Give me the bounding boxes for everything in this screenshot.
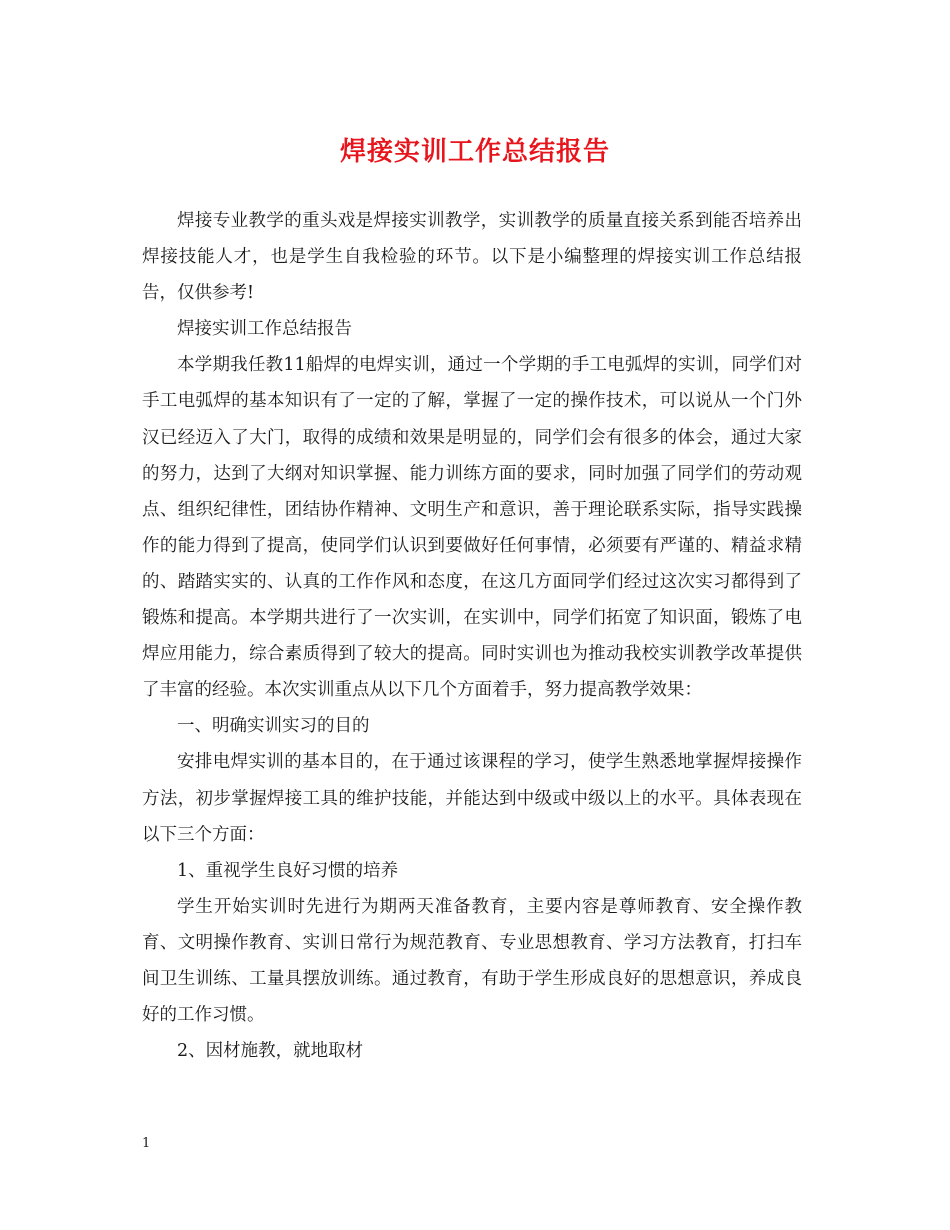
document-body <box>142 203 802 1069</box>
paragraph-habits: 学生开始实训时先进行为期两天准备教育，主要内容是尊师教育、安全操作教育、文明操作教育、实训日常行为规范教育、专业思想教育、学习方法教育，打扫车间卫生训练、工量具摆放训练。通过教育，有助于学生形成良好的思想意识，养成良好的工作习惯。 <box>142 896 802 1026</box>
section-heading-1: 一、明确实训实习的目的 <box>177 716 370 737</box>
document-title: 焊接实训工作总结报告 <box>339 137 610 167</box>
subsection-heading-1: 1、重视学生良好习惯的培养 <box>177 860 399 881</box>
page-number: 1 <box>142 1136 151 1151</box>
subsection-heading-2: 2、因材施教，就地取材 <box>177 1041 364 1062</box>
paragraph-intro: 焊接专业教学的重头戏是焊接实训教学，实训教学的质量直接关系到能否培养出焊接技能人才，也是学生自我检验的环节。以下是小编整理的焊接实训工作总结报告，仅供参考! <box>142 211 802 304</box>
paragraph-subtitle: 焊接实训工作总结报告 <box>177 319 352 340</box>
paragraph-main: 本学期我任教11船焊的电焊实训，通过一个学期的手工电弧焊的实训，同学们对手工电弧焊的基本知识有了一定的了解，掌握了一定的操作技术，可以说从一个门外汉已经迈入了大门，取得的成绩和效果是明显的，同学们会有很多的体会，通过大家的努力，达到了大纲对知识掌握、能力训练方面的要求，同时加强了同学们的劳动观点、组织纪律性，团结协作精神、文明生产和意识，善于理论联系实际，指导实践操作的能力得到了提高，使同学们认识到要做好任何事情，必须要有严谨的、精益求精的、踏踏实实的、认真的工作作风和态度，在这几方面同学们经过这次实习都得到了锻炼和提高。本学期共进行了一次实训，在实训中，同学们拓宽了知识面，锻炼了电焊应用能力，综合素质得到了较大的提高。同时实训也为推动我校实训教学改革提供了丰富的经验。本次实训重点从以下几个方面着手，努力提高教学效果： <box>142 355 802 701</box>
paragraph-purpose: 安排电焊实训的基本目的，在于通过该课程的学习，使学生熟悉地掌握焊接操作方法，初步掌握焊接工具的维护技能，并能达到中级或中级以上的水平。具体表现在以下三个方面： <box>142 752 802 845</box>
